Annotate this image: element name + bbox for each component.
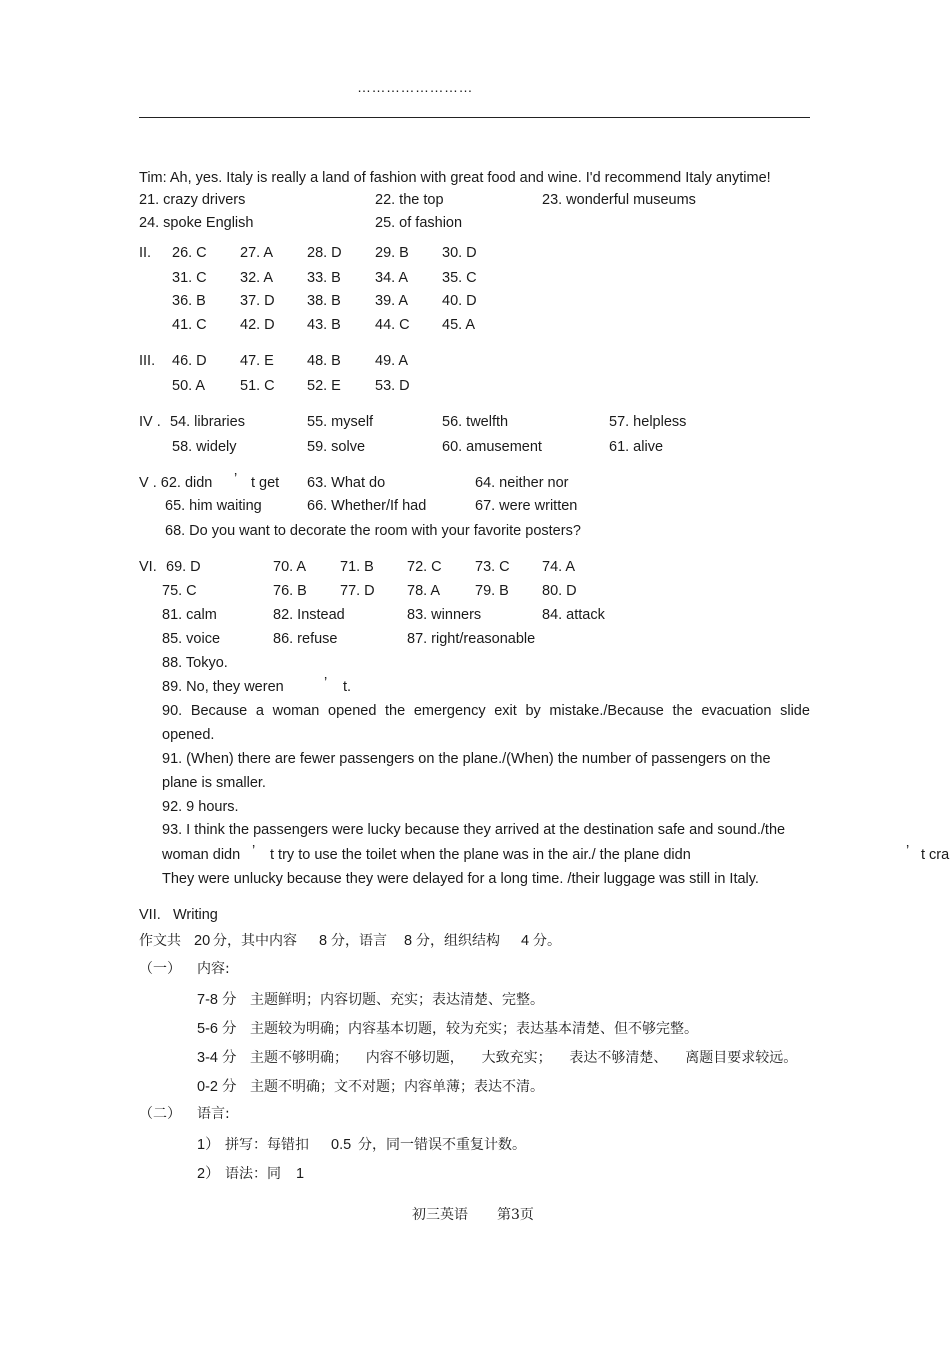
answer: 57. helpless bbox=[609, 414, 687, 430]
section-label: VI. bbox=[139, 559, 157, 575]
answer: 61. alive bbox=[609, 439, 664, 455]
rule-number: 1） bbox=[197, 1137, 220, 1153]
answer-63: 63. What do bbox=[307, 475, 386, 491]
answer-93-line2c: t cra bbox=[921, 847, 950, 863]
word: emergency bbox=[413, 703, 486, 719]
answer-93-line2b: t try to use the toilet when the plane was in the air./ the plane didn bbox=[270, 847, 691, 863]
rule-rest: 分，同一错误不重复计数。 bbox=[358, 1137, 526, 1153]
answer-23: 23. wonderful museums bbox=[542, 192, 696, 208]
answer-90-line1 bbox=[162, 704, 810, 719]
answer: 76. B bbox=[273, 583, 307, 599]
criterion-score: 3-4 分 bbox=[197, 1050, 237, 1066]
answer-91-line2: plane is smaller. bbox=[162, 775, 266, 791]
section-label: III. bbox=[139, 353, 156, 369]
answer-65: 65. him waiting bbox=[165, 498, 262, 514]
language-label: 分，语言 bbox=[331, 933, 387, 949]
answer: 28. D bbox=[307, 245, 342, 261]
criterion-desc: 主题不够明确； 内容不够切题， 大致充实； 表达不够清楚、 离题目要求较远。 bbox=[250, 1050, 798, 1066]
header-rule bbox=[139, 117, 810, 118]
section-title: Writing bbox=[173, 907, 218, 923]
answer: 82. Instead bbox=[273, 607, 345, 623]
criterion-score: 5-6 分 bbox=[197, 1021, 237, 1037]
answer: 47. E bbox=[240, 353, 274, 369]
writing-total-rest: 分，其中内容 bbox=[213, 933, 297, 949]
apostrophe: ’ bbox=[906, 843, 910, 859]
word: 90. bbox=[162, 703, 183, 719]
rule-value: 1 bbox=[296, 1166, 305, 1182]
answer: 86. refuse bbox=[273, 631, 338, 647]
word: the bbox=[672, 703, 693, 719]
answer: 69. D bbox=[166, 559, 201, 575]
word: woman bbox=[272, 703, 320, 719]
answer: 41. C bbox=[172, 317, 207, 333]
answer: 71. B bbox=[340, 559, 374, 575]
answer: 79. B bbox=[475, 583, 509, 599]
answer: 37. D bbox=[240, 293, 275, 309]
language-points: 8 bbox=[404, 933, 413, 949]
header-dots: …………………… bbox=[357, 79, 473, 95]
answer: 84. attack bbox=[542, 607, 605, 623]
word: Because bbox=[190, 703, 248, 719]
answer-89-tail: t. bbox=[343, 679, 352, 695]
answer: 48. B bbox=[307, 353, 341, 369]
rule-text: 拼写：每错扣 bbox=[225, 1137, 309, 1153]
answer: 34. A bbox=[375, 270, 409, 286]
answer: 38. B bbox=[307, 293, 341, 309]
section-label: II. bbox=[139, 245, 152, 261]
answer: 77. D bbox=[340, 583, 375, 599]
answer: 85. voice bbox=[162, 631, 221, 647]
writing-total: 作文共 bbox=[139, 933, 181, 949]
answer-93-line1: 93. I think the passengers were lucky because they arrived at the destination safe and sound./the bbox=[162, 822, 786, 838]
criterion-desc: 主题不明确；文不对题；内容单薄；表达不清。 bbox=[250, 1079, 544, 1095]
answer-91-line1: 91. (When) there are fewer passengers on the plane./(When) the number of passengers on the bbox=[162, 751, 771, 767]
footer-page: 第3页 bbox=[497, 1207, 534, 1223]
answer: 53. D bbox=[375, 378, 410, 394]
answer-68: 68. Do you want to decorate the room with your favorite posters? bbox=[165, 523, 581, 539]
answer-64: 64. neither nor bbox=[475, 475, 569, 491]
part-title: 内容: bbox=[197, 961, 230, 977]
answer: 81. calm bbox=[162, 607, 217, 623]
answer-93-line3: They were unlucky because they were delayed for a long time. /their luggage was still in Italy. bbox=[162, 871, 759, 887]
criterion-desc: 主题鲜明；内容切题、充实；表达清楚、完整。 bbox=[250, 992, 544, 1008]
answer: 39. A bbox=[375, 293, 409, 309]
answer: 75. C bbox=[162, 583, 197, 599]
part-label: （二） bbox=[139, 1106, 181, 1122]
answer: 54. libraries bbox=[170, 414, 245, 430]
answer: 45. A bbox=[442, 317, 476, 333]
answer: 36. B bbox=[172, 293, 206, 309]
answer: 70. A bbox=[273, 559, 307, 575]
rule-value: 0.5 bbox=[331, 1137, 352, 1153]
answer-22: 22. the top bbox=[375, 192, 444, 208]
answer: 50. A bbox=[172, 378, 206, 394]
dialogue-line: Tim: Ah, yes. Italy is really a land of fashion with great food and wine. I'd recommend Italy anytime! bbox=[139, 170, 771, 186]
word: a bbox=[255, 703, 264, 719]
answer-25: 25. of fashion bbox=[375, 215, 463, 231]
answer: 43. B bbox=[307, 317, 341, 333]
answer: 30. D bbox=[442, 245, 477, 261]
answer-24: 24. spoke English bbox=[139, 215, 254, 231]
word: opened bbox=[328, 703, 377, 719]
answer: 26. C bbox=[172, 245, 207, 261]
writing-total-num: 20 bbox=[194, 933, 211, 949]
answer-21: 21. crazy drivers bbox=[139, 192, 246, 208]
answer: 55. myself bbox=[307, 414, 374, 430]
answer: 42. D bbox=[240, 317, 275, 333]
word: slide bbox=[780, 703, 810, 719]
answer-92: 92. 9 hours. bbox=[162, 799, 239, 815]
answer: 46. D bbox=[172, 353, 207, 369]
answer: 83. winners bbox=[407, 607, 482, 623]
answer: 72. C bbox=[407, 559, 442, 575]
answer: 40. D bbox=[442, 293, 477, 309]
word: exit bbox=[494, 703, 517, 719]
answer: 73. C bbox=[475, 559, 510, 575]
word: mistake./Because bbox=[549, 703, 664, 719]
answer: 32. A bbox=[240, 270, 274, 286]
answer: 27. A bbox=[240, 245, 274, 261]
content-points: 8 bbox=[319, 933, 328, 949]
answer: 31. C bbox=[172, 270, 207, 286]
answer: 29. B bbox=[375, 245, 409, 261]
answer: 35. C bbox=[442, 270, 477, 286]
answer: 56. twelfth bbox=[442, 414, 509, 430]
answer-62: V . 62. didn bbox=[139, 475, 213, 491]
answer: 80. D bbox=[542, 583, 577, 599]
word: the bbox=[385, 703, 406, 719]
word: by bbox=[525, 703, 541, 719]
organization-points: 4 bbox=[521, 933, 530, 949]
apostrophe: ’ bbox=[234, 471, 238, 487]
answer: 44. C bbox=[375, 317, 410, 333]
section-label: VII. bbox=[139, 907, 161, 923]
criterion-desc: 主题较为明确；内容基本切题，较为充实；表达基本清楚、但不够完整。 bbox=[250, 1021, 698, 1037]
answer: 87. right/reasonable bbox=[407, 631, 536, 647]
criterion-score: 0-2 分 bbox=[197, 1079, 237, 1095]
answer-62-tail: t get bbox=[251, 475, 280, 491]
answer-93-line2a: woman didn bbox=[162, 847, 241, 863]
answer-90-line2: opened. bbox=[162, 727, 215, 743]
answer: 59. solve bbox=[307, 439, 366, 455]
answer-66: 66. Whether/If had bbox=[307, 498, 427, 514]
answer: 74. A bbox=[542, 559, 576, 575]
answer-88: 88. Tokyo. bbox=[162, 655, 228, 671]
answer-67: 67. were written bbox=[475, 498, 578, 514]
answer: 58. widely bbox=[172, 439, 237, 455]
fen-label: 分。 bbox=[533, 933, 561, 949]
answer: 78. A bbox=[407, 583, 441, 599]
answer: 49. A bbox=[375, 353, 409, 369]
rule-number: 2） bbox=[197, 1166, 220, 1182]
answer: 52. E bbox=[307, 378, 341, 394]
footer-subject: 初三英语 bbox=[412, 1207, 468, 1223]
apostrophe: ’ bbox=[324, 675, 328, 691]
criterion-score: 7-8 分 bbox=[197, 992, 237, 1008]
rule-text: 语法：同 bbox=[225, 1166, 281, 1182]
answer: 51. C bbox=[240, 378, 275, 394]
organization-label: 分，组织结构 bbox=[416, 933, 500, 949]
part-title: 语言: bbox=[197, 1106, 230, 1122]
answer: 60. amusement bbox=[442, 439, 542, 455]
word: evacuation bbox=[701, 703, 772, 719]
answer-89: 89. No, they weren bbox=[162, 679, 284, 695]
part-label: （一） bbox=[139, 961, 181, 977]
apostrophe: ’ bbox=[252, 843, 256, 859]
section-label: IV . bbox=[139, 414, 161, 430]
answer: 33. B bbox=[307, 270, 341, 286]
